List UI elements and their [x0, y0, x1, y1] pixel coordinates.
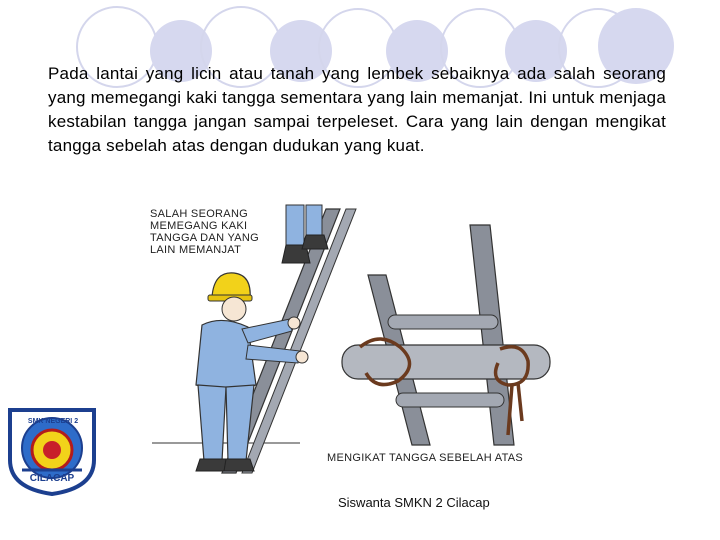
slide-paragraph: Pada lantai yang licin atau tanah yang lembek sebaiknya ada salah seorang yang memegangi kaki tangga sementara yang lain memanjat. Ini untuk menjaga kestabilan tangga jangan sampai terpeleset. Cara yang lain dengan mengikat tangga sebelah atas dengan dudukan yang kuat.	[48, 64, 666, 155]
logo-bottom-text: CILACAP	[29, 473, 75, 484]
logo-top-text: SMK NEGERI 2	[27, 418, 79, 425]
caption-tie-ladder: MENGIKAT TANGGA SEBELAH ATAS	[327, 452, 524, 464]
tied-ladder-icon	[342, 225, 550, 445]
caption-hold-ladder: SALAH SEORANG MEMEGANG KAKI TANGGA DAN YANG LAIN MEMANJAT	[150, 208, 260, 256]
slide-footer: Siswanta SMKN 2 Cilacap	[338, 495, 490, 510]
